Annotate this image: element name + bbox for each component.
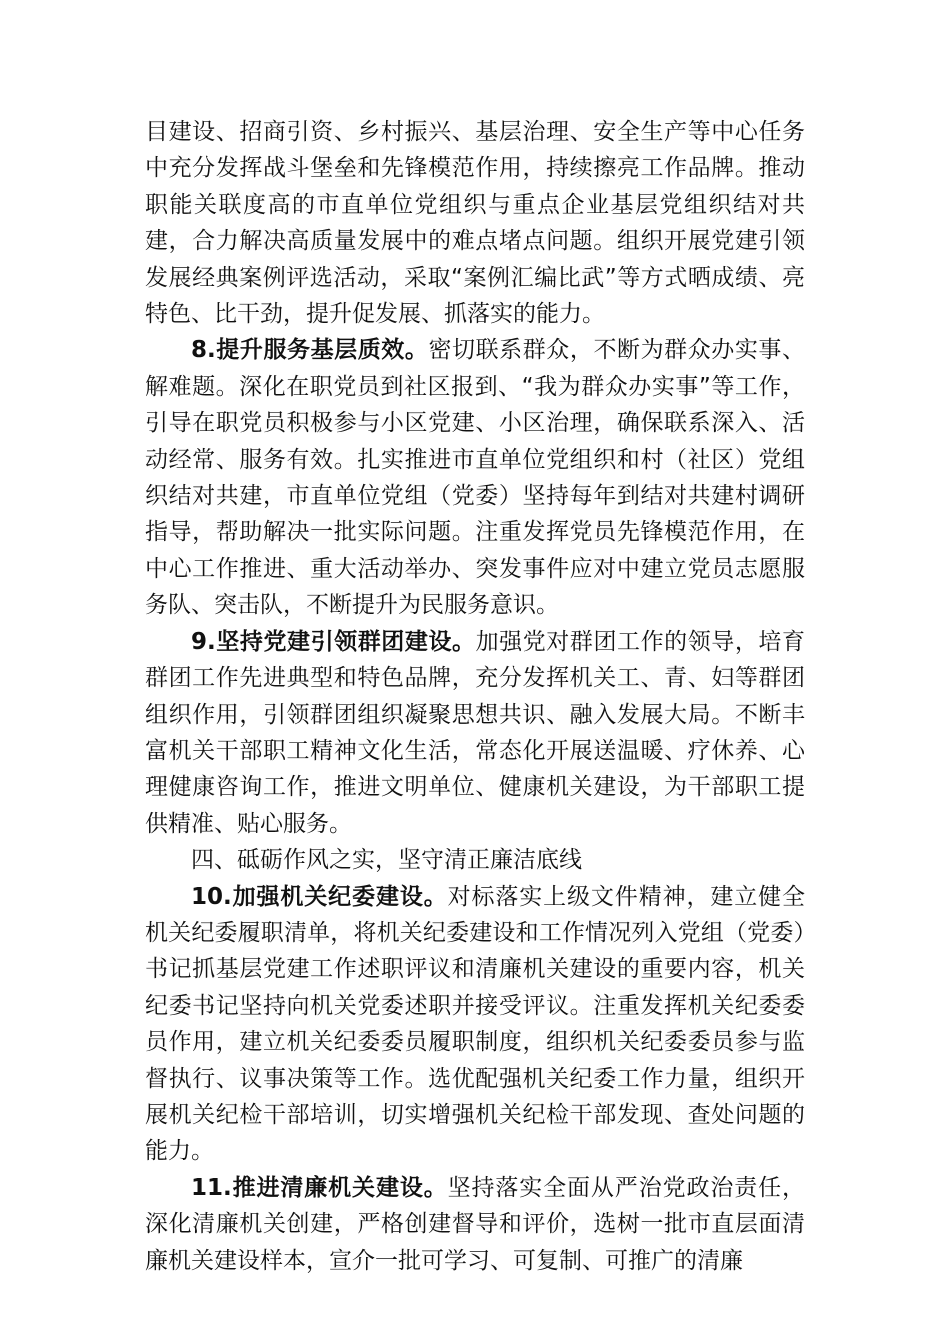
item-10-heading: 10.加强机关纪委建设。	[191, 883, 448, 910]
item-11-heading: 11.推进清廉机关建设。	[191, 1174, 448, 1201]
paragraph-item-9	[145, 624, 805, 842]
paragraph-continuation: 目建设、招商引资、乡村振兴、基层治理、安全生产等中心任务中充分发挥战斗堡垒和先锋模范作用，持续擦亮工作品牌。推动职能关联度高的市直单位党组织与重点企业基层党组织结对共建，合力解决高质量发展中的难点堵点问题。组织开展党建引领发展经典案例评选活动，采取“案例汇编比武”等方式晒成绩、亮特色、比干劲，提升促发展、抓落实的能力。	[145, 119, 805, 328]
document-page	[145, 114, 805, 1279]
item-8-body: 密切联系群众，不断为群众办实事、解难题。深化在职党员到社区报到、“我为群众办实事”等工作，引导在职党员积极参与小区党建、小区治理，确保联系深入、活动经常、服务有效。扎实推进市直单位党组织和村（社区）党组织结对共建，市直单位党组（党委）坚持每年到结对共建村调研指导，帮助解决一批实际问题。注重发挥党员先锋模范作用，在中心工作推进、重大活动举办、突发事件应对中建立党员志愿服务队、突击队，不断提升为民服务意识。	[145, 337, 806, 619]
paragraph-item-8	[145, 332, 805, 623]
item-9-body: 加强党对群团工作的领导，培育群团工作先进典型和特色品牌，充分发挥机关工、青、妇等群团组织作用，引领群团组织凝聚思想共识、融入发展大局。不断丰富机关干部职工精神文化生活，常态化开展送温暖、疗休养、心理健康咨询工作，推进文明单位、健康机关建设，为干部职工提供精准、贴心服务。	[145, 628, 806, 837]
item-10-body: 对标落实上级文件精神，建立健全机关纪委履职清单，将机关纪委建设和工作情况列入党组（党委）书记抓基层党建工作述职评议和清廉机关建设的重要内容，机关纪委书记坚持向机关党委述职并接受评议。注重发挥机关纪委委员作用，建立机关纪委委员履职制度，组织机关纪委委员参与监督执行、议事决策等工作。选优配强机关纪委工作力量，组织开展机关纪检干部培训，切实增强机关纪检干部发现、查处问题的能力。	[145, 883, 806, 1165]
item-11-body: 坚持落实全面从严治党政治责任，深化清廉机关创建，严格创建督导和评价，选树一批市直层面清廉机关建设样本，宣介一批可学习、可复制、可推广的清廉	[145, 1174, 806, 1274]
item-9-heading: 9.坚持党建引领群团建设。	[191, 628, 476, 655]
paragraph-item-11	[145, 1170, 805, 1279]
item-8-heading: 8.提升服务基层质效。	[191, 337, 429, 364]
paragraph-item-10	[145, 879, 805, 1170]
section-title: 四、砥砺作风之实，坚守清正廉洁底线	[191, 847, 582, 874]
